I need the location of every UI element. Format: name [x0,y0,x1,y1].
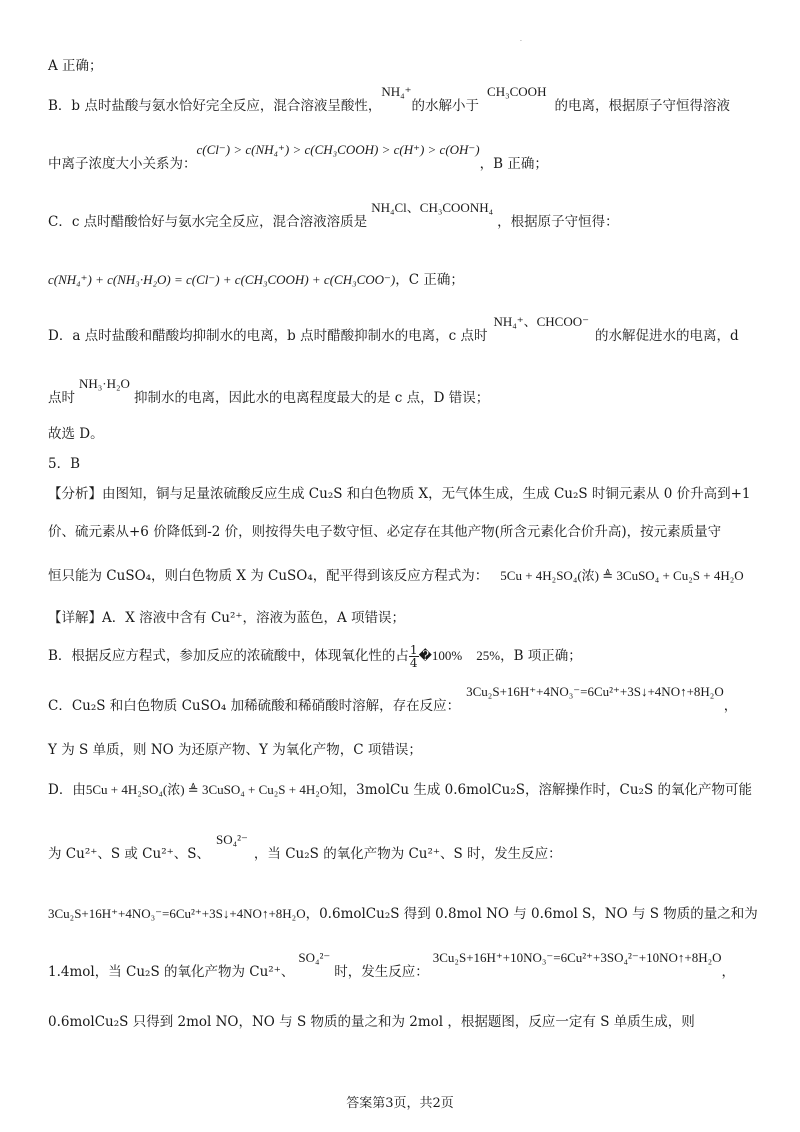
formula-nh4: NH₄⁺ [381,84,412,99]
formula-ions: NH₄⁺、CHCOO⁻ [493,314,589,329]
detail-a: 【详解】A．X 溶液中含有 Cu²⁺，溶液为蓝色，A 项错误； [48,610,406,626]
analysis-line-2: 价、硫元素从+6 价降低到-2 价，则按得失电子数守恒、必定存在其他产物(所含元素化合价升高)，按元素质量守 [48,524,722,540]
line-c1: C．c 点时醋酸恰好与氨水完全反应，混合溶液溶质是NH₄Cl、CH₃COONH₄，根据原子守恒得： [48,210,619,230]
formula-ch3cooh: CH₃COOH [487,84,547,99]
detail-d4: 1.4mol，当 Cu₂S 的氧化产物为 Cu²⁺、SO₄²⁻时，发生反应：3Cu₂S+16H⁺+10NO₃⁻=6Cu²⁺+3SO₄²⁻+10NO↑+8H₂O， [48,950,736,980]
analysis-line-1: 【分析】由图知，铜与足量浓硫酸反应生成 Cu₂S 和白色物质 X，无气体生成，生成 Cu₂S 时铜元素从 0 价升高到+1 [48,486,751,502]
equation-cu2s-so4: 3Cu₂S+16H⁺+10NO₃⁻=6Cu²⁺+3SO₄²⁻+10NO↑+8H₂O [432,950,722,965]
formula-solutes: NH₄Cl、CH₃COONH₄ [371,200,494,215]
fraction-one-quarter: $\frac{1}{4}$ [409,643,418,670]
line-choose: 故选 D。 [48,426,104,442]
equation-main-reaction-ref: 5Cu + 4H₂SO₄(浓) ≜ 3CuSO₄ + Cu₂S + 4H₂O [85,782,330,797]
detail-d2: 为 Cu²⁺、S 或 Cu²⁺、S、SO₄²⁻，当 Cu₂S 的氧化产物为 Cu²⁺、S 时，发生反应： [48,832,562,862]
line-a: A 正确； [48,58,103,74]
equation-material-balance: c(NH₄⁺) + c(NH₃·H₂O) = c(Cl⁻) + c(CH₃COOH) + c(CH₃COO⁻) [48,272,396,287]
stray-mark: . [520,36,522,43]
line-b1: B．b 点时盐酸与氨水恰好完全反应，混合溶液呈酸性，NH₄⁺的水解小于CH₃COOH的电离，根据原子守恒得溶液 [48,84,730,114]
equation-cu2s-s: 3Cu₂S+16H⁺+4NO₃⁻=6Cu²⁺+3S↓+4NO↑+8H₂O [466,684,724,699]
equation-cu2s-s-2: 3Cu₂S+16H⁺+4NO₃⁻=6Cu²⁺+3S↓+4NO↑+8H₂O [48,906,306,921]
detail-d1: D．由5Cu + 4H₂SO₄(浓) ≜ 3CuSO₄ + Cu₂S + 4H₂O知，3molCu 生成 0.6molCu₂S，溶解操作时，Cu₂S 的氧化产物可能 [48,778,752,798]
detail-c1: C．Cu₂S 和白色物质 CuSO₄ 加稀硫酸和稀硝酸时溶解，存在反应：3Cu₂S+16H⁺+4NO₃⁻=6Cu²⁺+3S↓+4NO↑+8H₂O， [48,684,738,714]
line-d2: 点时NH₃·H₂O抑制水的电离，因此水的电离程度最大的是 c 点，D 错误； [48,376,490,406]
question-number: 5．B [48,456,81,472]
formula-nh3h2o: NH₃·H₂O [79,376,130,391]
detail-d3: 3Cu₂S+16H⁺+4NO₃⁻=6Cu²⁺+3S↓+4NO↑+8H₂O，0.6molCu₂S 得到 0.8mol NO 与 0.6mol S，NO 与 S 物质的量之和为 [48,906,758,922]
equation-ion-order: c(Cl⁻) > c(NH₄⁺) > c(CH₃COOH) > c(H⁺) > c(OH⁻) [196,142,480,157]
formula-so4-2: SO₄²⁻ [298,950,331,965]
analysis-line-3: 恒只能为 CuSO₄，则白色物质 X 为 CuSO₄，配平得到该反应方程式为： 5Cu + 4H₂SO₄(浓) ≜ 3CuSO₄ + Cu₂S + 4H₂O [48,564,744,584]
formula-so4: SO₄²⁻ [216,832,248,847]
page-footer: 答案第3页，共2页 [346,1096,454,1111]
line-c2: c(NH₄⁺) + c(NH₃·H₂O) = c(Cl⁻) + c(CH₃COOH) + c(CH₃COO⁻)，C 正确； [48,272,464,288]
line-b2: 中离子浓度大小关系为：c(Cl⁻) > c(NH₄⁺) > c(CH₃COOH) > c(H⁺) > c(OH⁻)，B 正确； [48,142,548,172]
detail-d5: 0.6molCu₂S 只得到 2mol NO，NO 与 S 物质的量之和为 2mol ，根据题图，反应一定有 S 单质生成，则 [48,1014,695,1030]
detail-b: B．根据反应方程式，参加反应的浓硫酸中，体现氧化性的占 $\frac{1}{4}$ �100% 25%，B 项正确； [48,643,582,670]
equation-main-reaction: 5Cu + 4H₂SO₄(浓) ≜ 3CuSO₄ + Cu₂S + 4H₂O [500,568,744,583]
line-d1: D．a 点时盐酸和醋酸均抑制水的电离，b 点时醋酸抑制水的电离，c 点时NH₄⁺、CHCOO⁻的水解促进水的电离，d [48,324,739,344]
detail-c2: Y 为 S 单质，则 NO 为还原产物、Y 为氧化产物，C 项错误； [48,742,422,758]
